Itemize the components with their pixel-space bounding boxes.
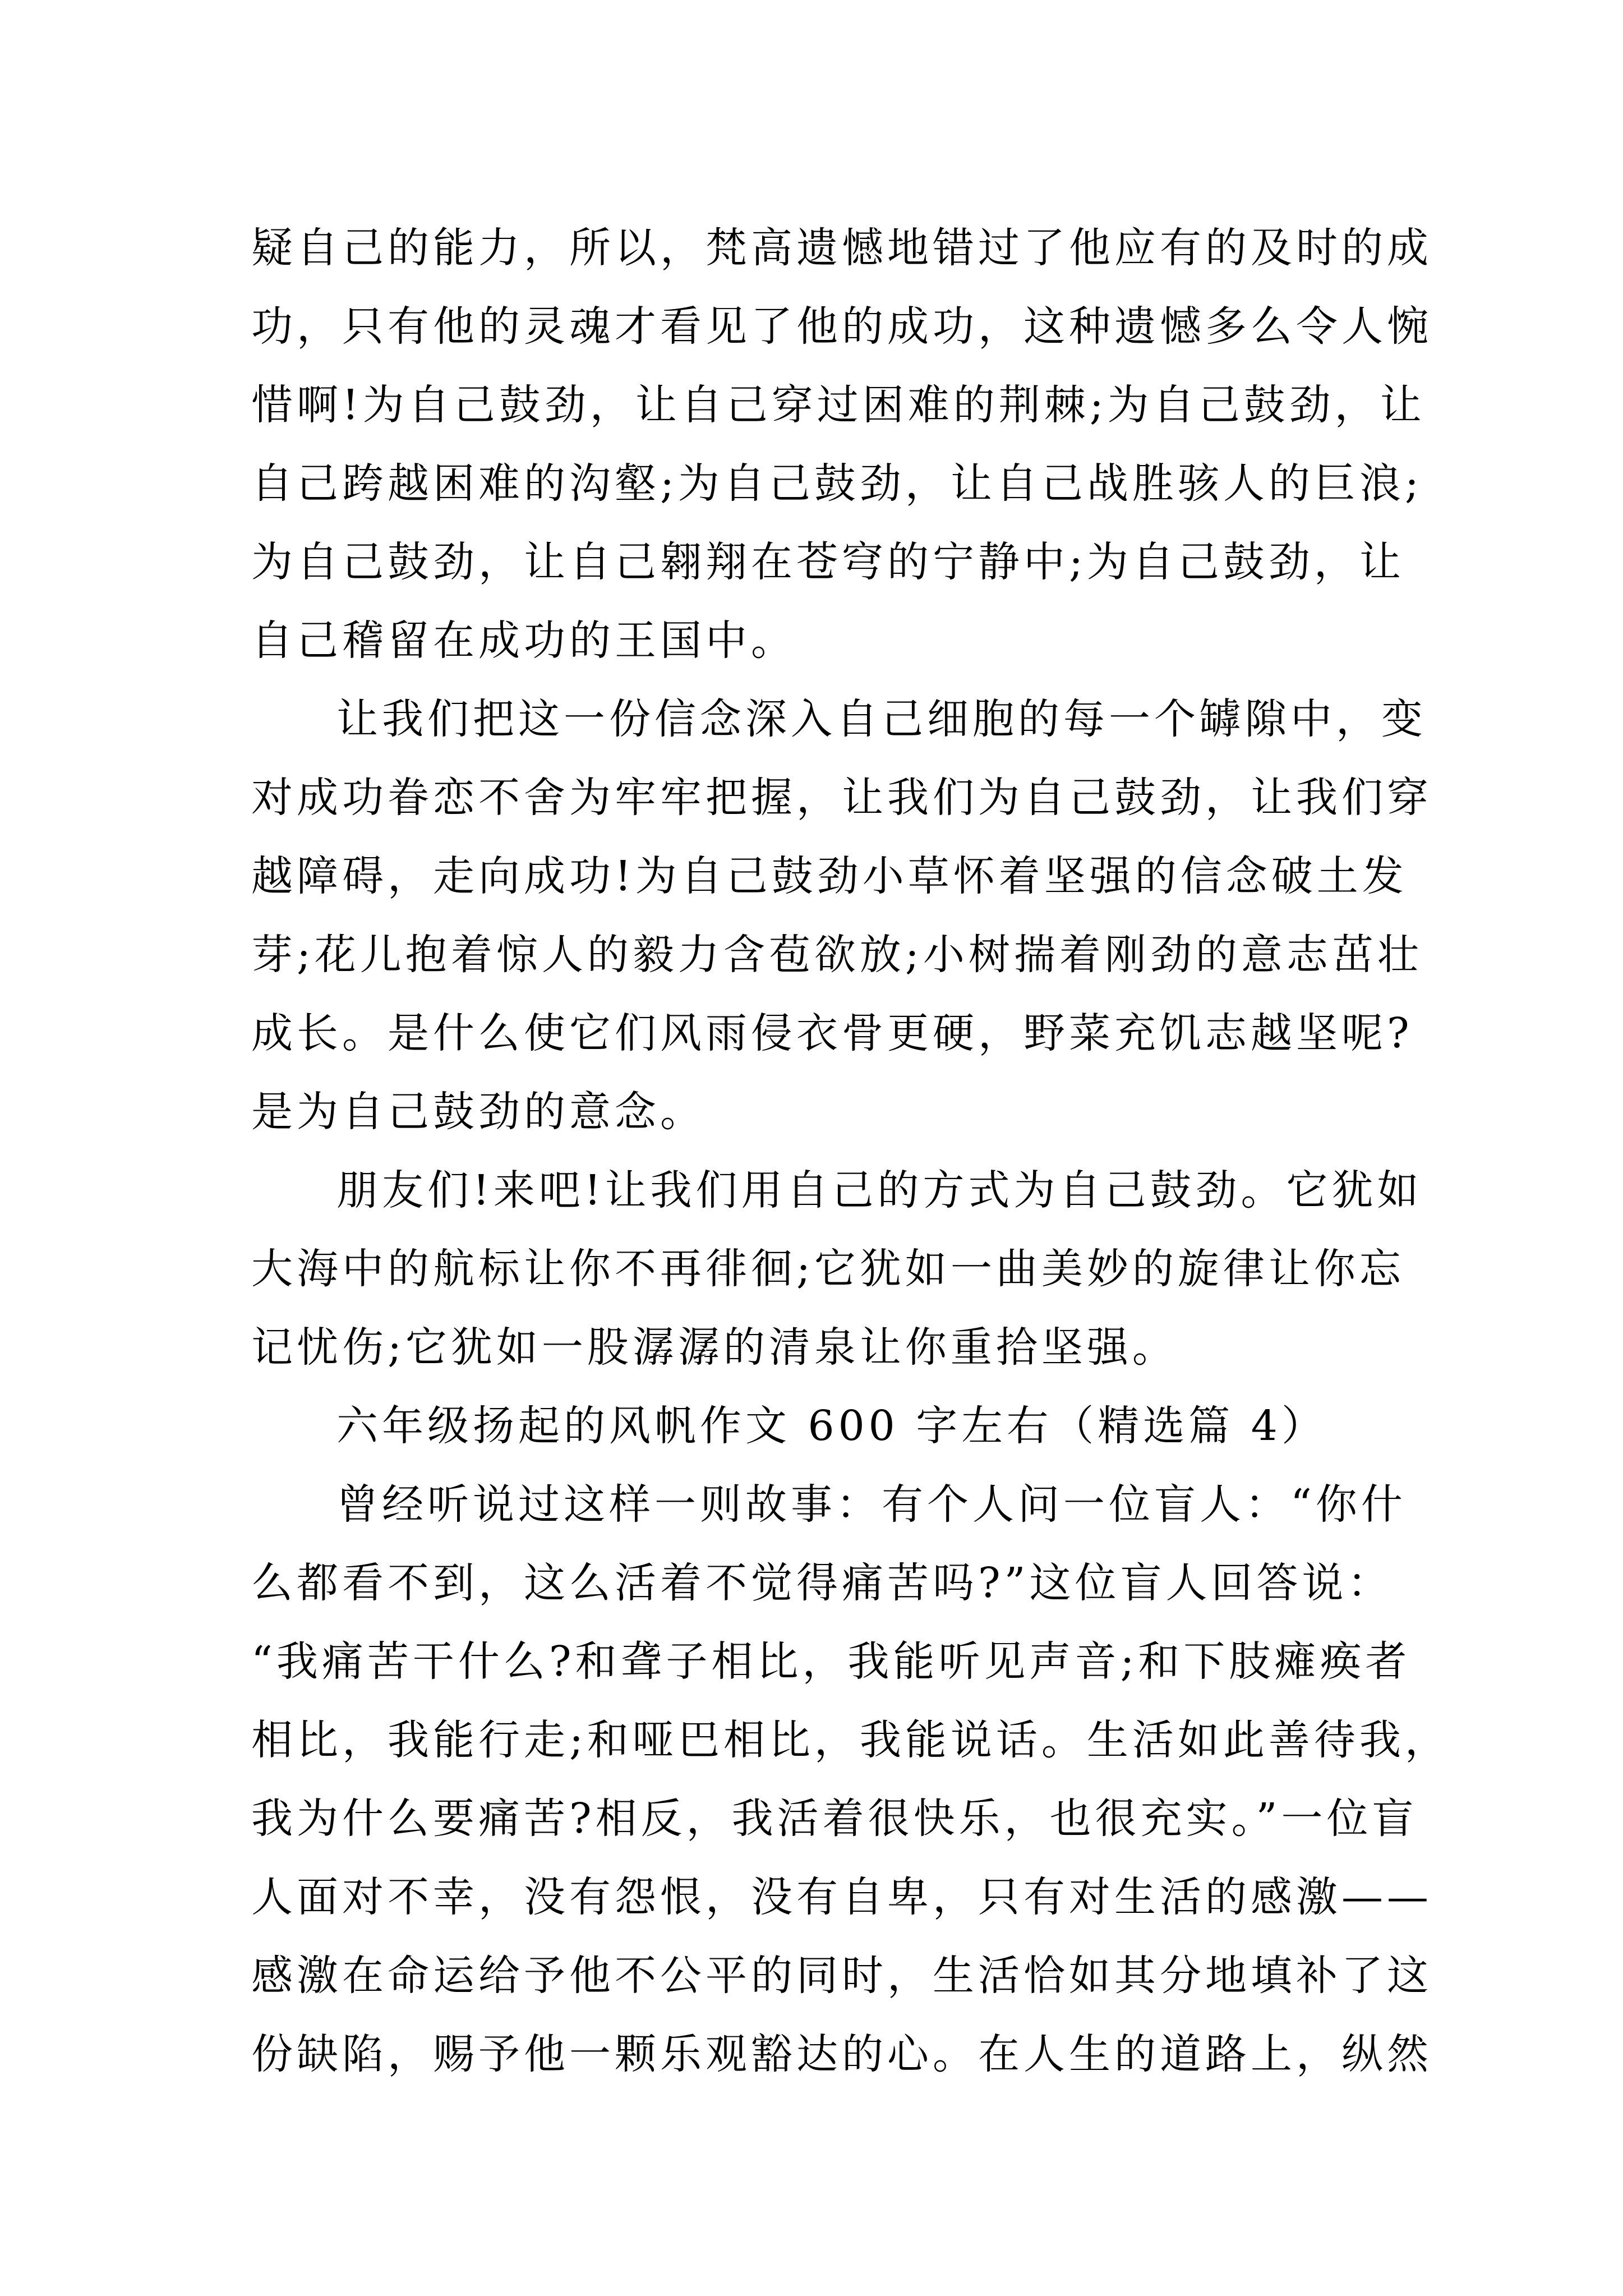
section-heading: 六年级扬起的风帆作文 600 字左右（精选篇 4） <box>336 1402 1327 1450</box>
text-line: 记忧伤;它犹如一股潺潺的清泉让你重拾坚强。 <box>251 1323 1178 1372</box>
text-line: 为自己鼓劲，让自己翱翔在苍穹的宁静中;为自己鼓劲，让 <box>251 538 1405 586</box>
text-line: 芽;花儿抱着惊人的毅力含苞欲放;小树揣着刚劲的意志茁壮 <box>251 931 1423 979</box>
text-line: 功，只有他的灵魂才看见了他的成功，这种遗憾多么令人惋 <box>251 302 1432 351</box>
text-line: 朋友们!来吧!让我们用自己的方式为自己鼓劲。它犹如 <box>336 1166 1423 1214</box>
text-line: 疑自己的能力，所以，梵高遗憾地错过了他应有的及时的成 <box>251 224 1432 272</box>
text-line: 自己跨越困难的沟壑;为自己鼓劲，让自己战胜骇人的巨浪; <box>251 459 1423 508</box>
text-line: 大海中的航标让你不再徘徊;它犹如一曲美妙的旋律让你忘 <box>251 1245 1405 1293</box>
text-line: 么都看不到，这么活着不觉得痛苦吗?”这位盲人回答说： <box>251 1559 1393 1607</box>
text-line: 越障碍，走向成功!为自己鼓劲小草怀着坚强的信念破土发 <box>251 852 1408 900</box>
text-line: 我为什么要痛苦?相反，我活着很快乐，也很充实。”一位盲 <box>251 1795 1418 1843</box>
text-line: 相比，我能行走;和哑巴相比，我能说话。生活如此善待我， <box>251 1716 1450 1764</box>
text-line: 惜啊!为自己鼓劲，让自己穿过困难的荆棘;为自己鼓劲，让 <box>251 381 1426 429</box>
text-line: 份缺陷，赐予他一颗乐观豁达的心。在人生的道路上，纵然 <box>251 2030 1432 2078</box>
text-line: 让我们把这一份信念深入自己细胞的每一个罅隙中，变 <box>336 695 1427 743</box>
text-line: 人面对不幸，没有怨恨，没有自卑，只有对生活的感激—— <box>251 1873 1432 1921</box>
text-line: 成长。是什么使它们风雨侵衣骨更硬，野菜充饥志越坚呢? <box>251 1009 1413 1057</box>
text-line: 曾经听说过这样一则故事：有个人问一位盲人：“你什 <box>336 1480 1407 1529</box>
text-line: 是为自己鼓劲的意念。 <box>251 1088 706 1136</box>
text-line: 对成功眷恋不舍为牢牢把握，让我们为自己鼓劲，让我们穿 <box>251 774 1432 822</box>
text-line: 感激在命运给予他不公平的同时，生活恰如其分地填补了这 <box>251 1952 1432 2000</box>
text-line: 自己稽留在成功的王国中。 <box>251 616 796 665</box>
text-line: “我痛苦干什么?和聋子相比，我能听见声音;和下肢瘫痪者 <box>251 1637 1411 1686</box>
